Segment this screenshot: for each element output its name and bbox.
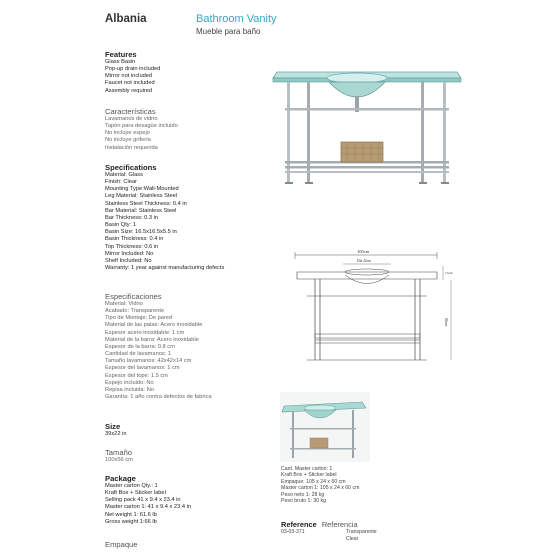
caracteristica-item: No incluye espejo bbox=[105, 130, 150, 137]
reference-heading: Reference bbox=[281, 520, 317, 529]
specifications-heading: Specifications bbox=[105, 163, 157, 172]
package-item: Kraft Box + Sticker label bbox=[105, 490, 166, 497]
feature-item: Glass Basin bbox=[105, 59, 136, 65]
package-section bbox=[105, 474, 280, 526]
product-title: Bathroom Vanity bbox=[196, 13, 277, 25]
brand-name: Albania bbox=[105, 13, 147, 25]
spec-item: Finish: Clear bbox=[105, 179, 137, 186]
especificacion-item: Espejo incluido: No bbox=[105, 379, 154, 386]
finish-es: Transparente bbox=[346, 529, 377, 535]
especificacion-item: Material de las patas: Acero inoxidable bbox=[105, 322, 203, 329]
spec-item: Material: Glass bbox=[105, 172, 143, 178]
tamano-value: 100x56 cm bbox=[105, 457, 133, 463]
empaque-item: Kraft Box + Sticker label bbox=[281, 472, 337, 479]
specifications-section bbox=[105, 163, 280, 272]
especificacion-item: Repisa incluida: No bbox=[105, 386, 155, 393]
especificaciones-heading: Especificaciones bbox=[105, 292, 162, 301]
caracteristica-item: Lavamanos de vidrio bbox=[105, 116, 158, 122]
spec-item: Basin Qty: 1 bbox=[105, 222, 136, 229]
especificacion-item: Tamaño lavamanos: 42x42x14 cm bbox=[105, 358, 192, 365]
product-subtitle: Mueble para baño bbox=[196, 27, 261, 36]
empaque-heading: Empaque bbox=[105, 540, 138, 549]
especificacion-item: Espesor del lavamanos: 1 cm bbox=[105, 365, 180, 372]
empaque-details bbox=[281, 466, 461, 504]
spec-sheet bbox=[97, 0, 465, 560]
referencia-heading: Referencia bbox=[321, 520, 358, 529]
empaque-heading-block bbox=[105, 540, 280, 549]
especificacion-item: Cantidad de lavamanos: 1 bbox=[105, 351, 172, 358]
spec-item: Top Thickness: 0.6 in bbox=[105, 243, 159, 250]
product-photo-main bbox=[271, 58, 463, 188]
especificacion-item: Acabado: Transparente bbox=[105, 308, 165, 315]
spec-item: Mirror Included: No bbox=[105, 250, 154, 257]
especificacion-item: Espesor del tope: 1.5 cm bbox=[105, 372, 168, 379]
package-item: Gross weight 1:66 lb bbox=[105, 518, 157, 525]
package-item: Master carton 1: 41 x 9.4 x 23.4 in bbox=[105, 504, 191, 511]
package-heading: Package bbox=[105, 474, 136, 483]
spec-item: Bar Material: Stainless Steel bbox=[105, 207, 177, 214]
size-heading: Size bbox=[105, 422, 121, 431]
caracteristicas-heading: Características bbox=[105, 107, 156, 116]
feature-item: Assembly required bbox=[105, 87, 153, 94]
especificacion-item: Tipo de Montaje: De pared bbox=[105, 315, 173, 322]
reference-code: 03-03-371 bbox=[281, 529, 305, 535]
empaque-item: Peso bruto 1: 30 kg bbox=[281, 498, 326, 505]
tamano-heading: Tamaño bbox=[105, 448, 133, 457]
especificaciones-section bbox=[105, 292, 280, 401]
empaque-item: Master carton 1: 105 x 24 x 60 cm bbox=[281, 485, 360, 492]
spec-item: Mounting Type:Wall-Mounted bbox=[105, 186, 179, 193]
width-label: 100cm bbox=[357, 249, 370, 254]
spec-item: Stainless Steel Thickness: 0.4 in bbox=[105, 200, 187, 207]
especificacion-item: Material: Vidrio bbox=[105, 301, 143, 307]
empaque-item: Peso neto 1: 28 kg bbox=[281, 491, 325, 498]
size-value: 39x22 in bbox=[105, 431, 127, 437]
basin-label: Dia 42cm bbox=[357, 259, 372, 263]
features-section bbox=[105, 50, 280, 95]
especificacion-item: Material de la barra: Acero inoxidable bbox=[105, 336, 199, 343]
feature-item: Mirror not included bbox=[105, 73, 153, 80]
spec-item: Bar Thickness: 0.3 in bbox=[105, 214, 159, 221]
empaque-item: Cant. Master carton: 1 bbox=[281, 466, 333, 472]
especificacion-item: Espesor de la barra: 0.8 cm bbox=[105, 343, 175, 350]
package-item: Net weight 1: 61.6 lb bbox=[105, 511, 157, 518]
spec-item: Shelf Included: No bbox=[105, 257, 152, 264]
feature-item: Pop-up drain included bbox=[105, 66, 161, 73]
feature-item: Faucet not included bbox=[105, 80, 155, 87]
size-section bbox=[105, 422, 280, 438]
product-photo-small bbox=[280, 392, 370, 462]
technical-drawing bbox=[287, 246, 455, 366]
spec-item: Basin Size: 16.5x16.5x5.5 in bbox=[105, 229, 177, 236]
top-label: 15cm bbox=[445, 271, 453, 275]
caracteristica-item: No incluye grifería bbox=[105, 137, 151, 144]
caracteristica-item: Instalación requerida bbox=[105, 144, 158, 151]
spec-item: Warranty: 1 year against manufacturing defects bbox=[105, 265, 225, 272]
package-item: Master carton Qty.: 1 bbox=[105, 483, 158, 489]
tamano-section bbox=[105, 448, 280, 464]
spec-item: Leg Material: Stainless Steel bbox=[105, 193, 178, 200]
finish-en: Clear bbox=[346, 535, 359, 542]
package-item: Selling pack 41 x 9.4 x 23.4 in bbox=[105, 497, 181, 504]
especificacion-item: Garantía: 1 año contra defectos de fabrica bbox=[105, 394, 212, 401]
especificacion-item: Espesor acero inoxidable: 1 cm bbox=[105, 329, 185, 336]
spec-item: Basin Thickness: 0.4 in bbox=[105, 236, 164, 243]
empaque-item: Empaque: 105 x 24 x 60 cm bbox=[281, 478, 346, 485]
reference-section bbox=[281, 520, 461, 543]
height-label: 86cm bbox=[444, 318, 448, 327]
features-heading: Features bbox=[105, 50, 137, 59]
caracteristica-item: Tapón para desagüe incluido bbox=[105, 123, 178, 130]
caracteristicas-section bbox=[105, 107, 280, 152]
